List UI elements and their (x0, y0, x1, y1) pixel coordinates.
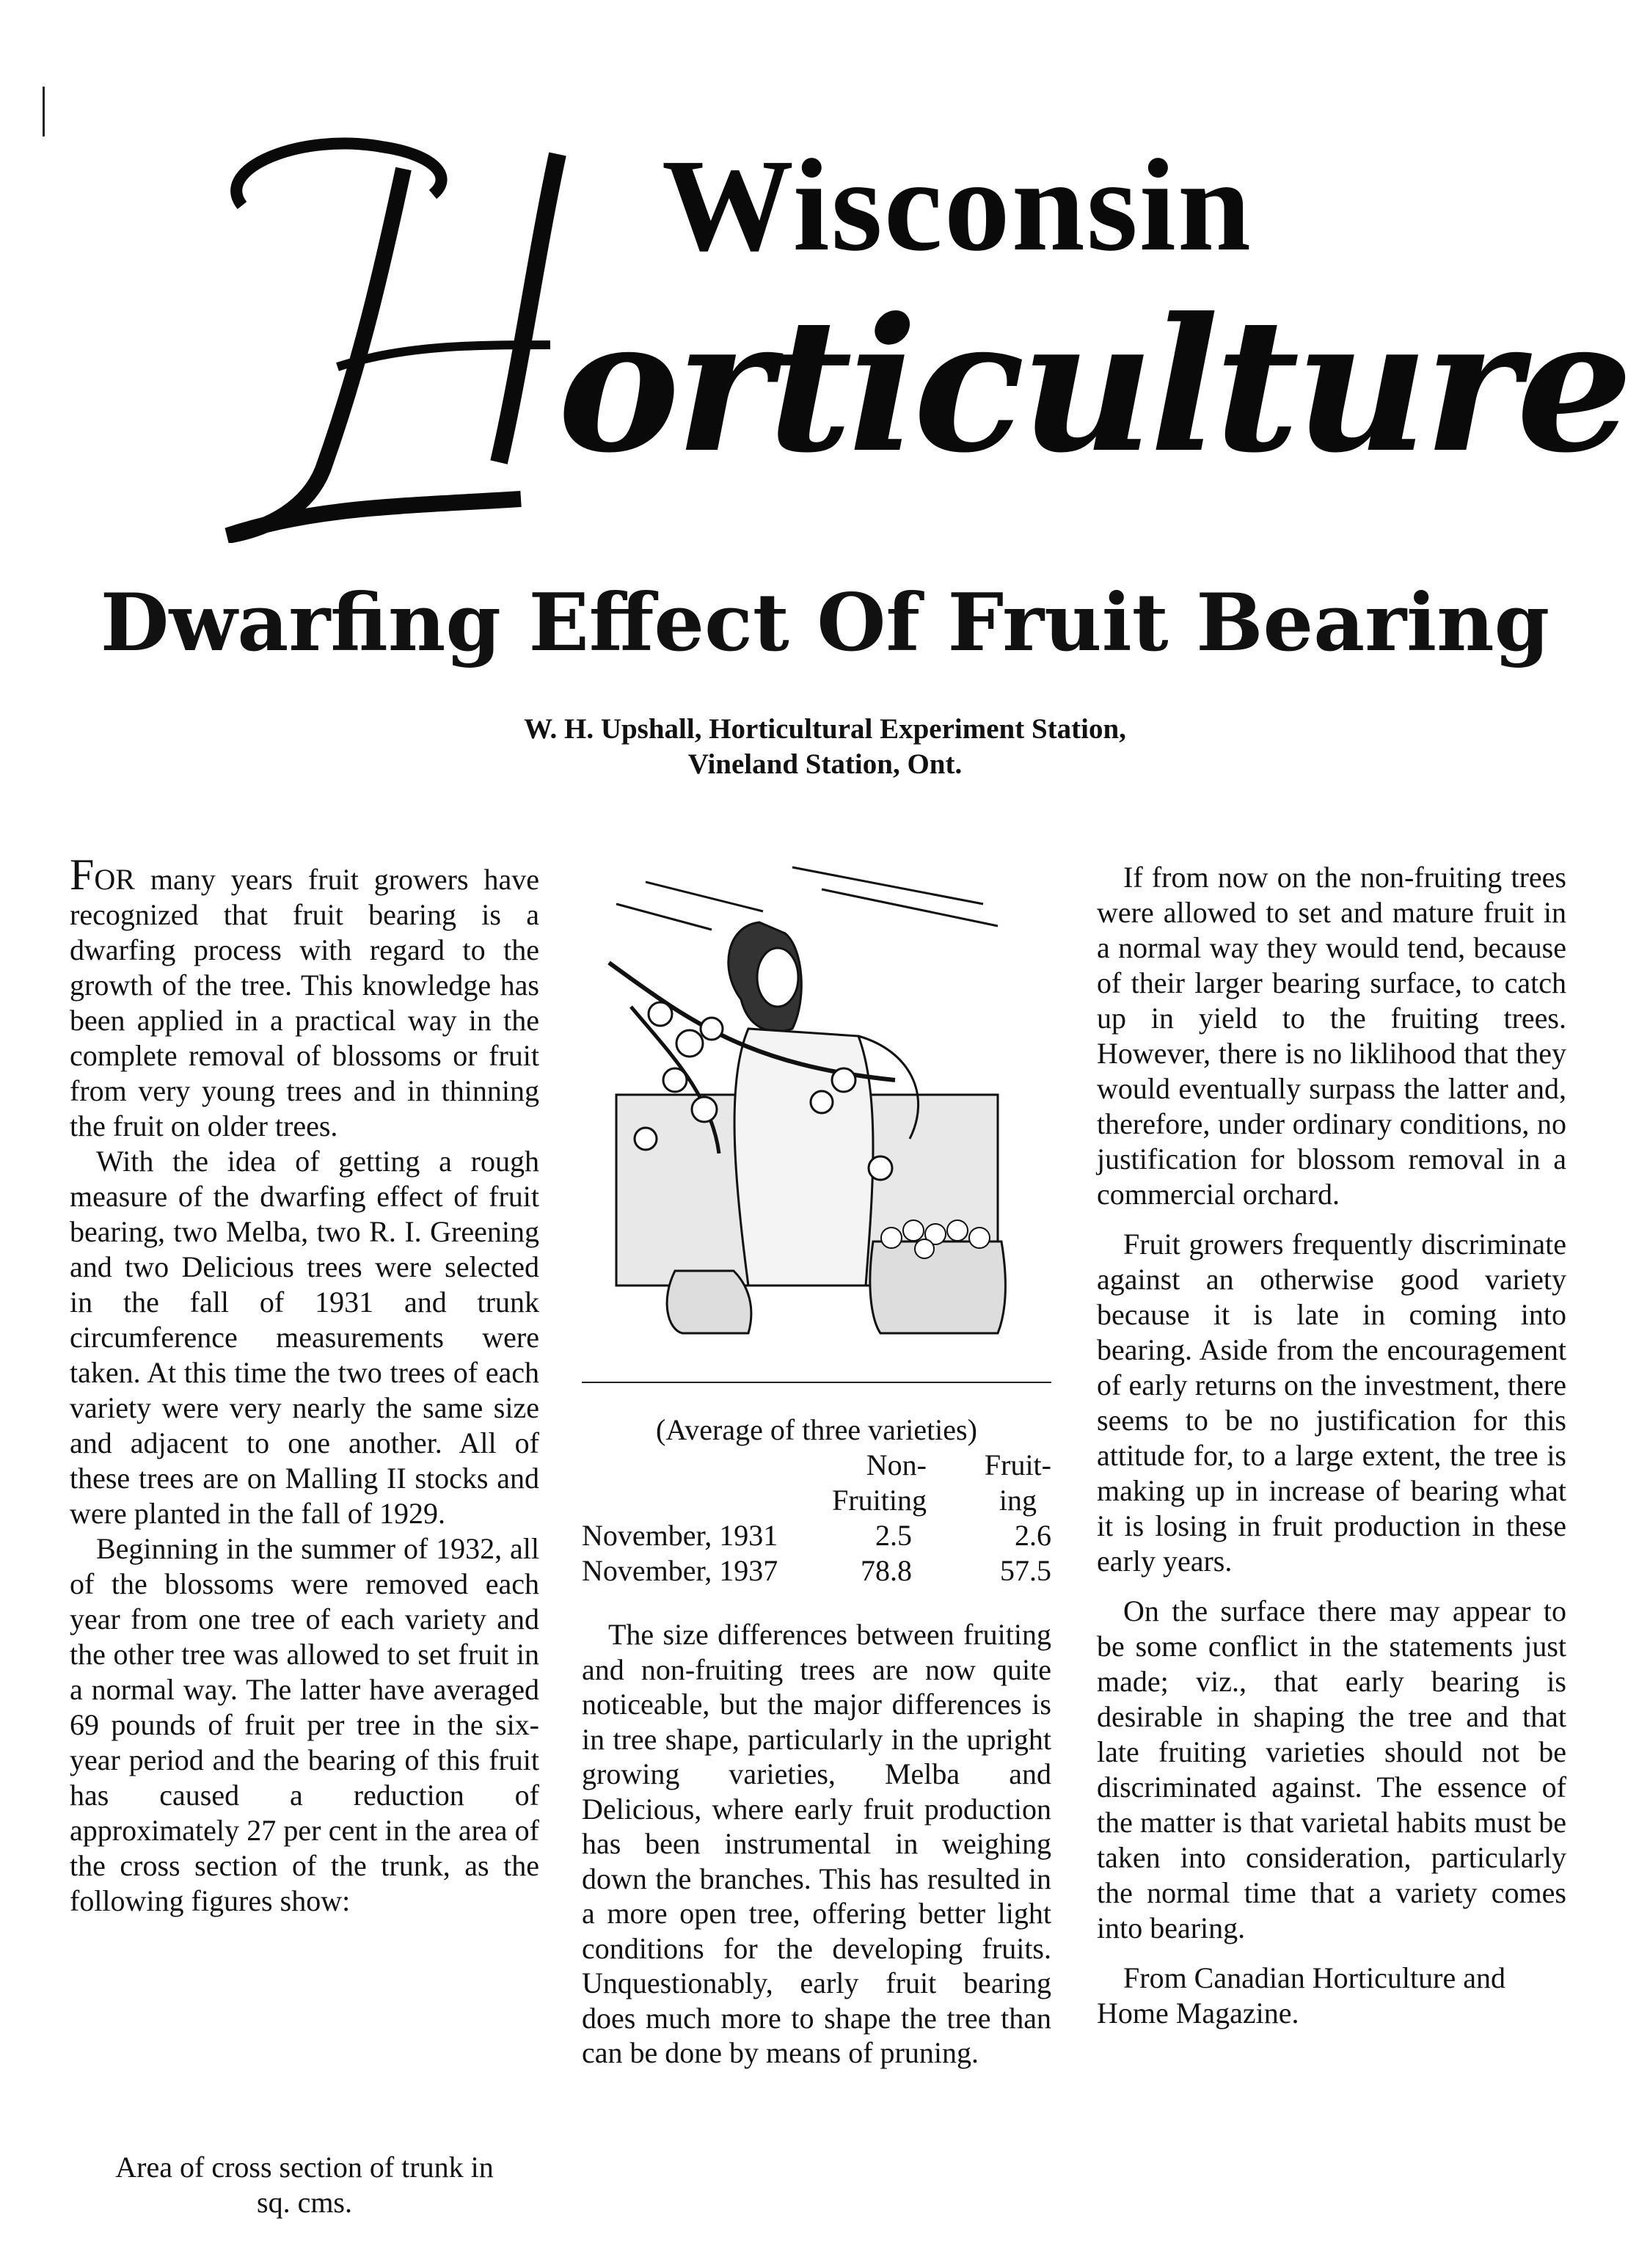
header-non-fruiting-2: Fruiting (832, 1484, 927, 1517)
header-non-fruiting-1: Non- (866, 1448, 927, 1481)
column-1 (70, 850, 539, 1919)
article-title: Dwarfing Effect Of Fruit Bearing (100, 577, 1550, 669)
row-label: November, 1937 (582, 1554, 778, 1587)
woman-picking-apples-illustration (602, 860, 1012, 1337)
table-title (70, 2150, 539, 2220)
table-title-line-2: sq. cms. (257, 2186, 352, 2219)
column-2 (582, 1617, 1051, 2071)
section-divider (582, 1382, 1051, 1383)
row-non-fruiting: 78.8 (861, 1554, 912, 1587)
masthead (213, 125, 1629, 543)
byline-location: Vineland Station, Ont. (687, 748, 963, 780)
table-caption: (Average of three varieties) (656, 1413, 977, 1446)
row-label: November, 1931 (582, 1519, 778, 1552)
col3-paragraph-2: Fruit growers frequently discriminate against an otherwise good variety because it is late in coming into bearing. Aside from the encouragement of early returns on the investment, there seems to be no justification for this attitude for, to a large extent, the tree is making up in increase of bearing what it is losing in fruit production in these early years. (1097, 1228, 1566, 1578)
table-header (582, 1448, 1051, 1518)
row-fruiting: 2.6 (1015, 1519, 1051, 1552)
column-3 (1097, 860, 1566, 2046)
margin-rule (43, 87, 45, 136)
masthead-wisconsin: Wisconsin (662, 132, 1252, 278)
source-credit: From Canadian Horticulture and Home Magazine. (1097, 1961, 1505, 2030)
header-fruiting-1: Fruit- (984, 1448, 1051, 1481)
drop-cap: F (70, 850, 95, 899)
table-title-line-1: Area of cross section of trunk in (115, 2151, 494, 2184)
col2-paragraph-1: The size differences between fruiting and non-fruiting trees are now quite noticeable, but the major differences is in tree shape, particularly in the upright growing varieties, Melba and Delicious, where early fruit production has been instrumental in weighing down the branches. This has resulted in a more open tree, offering better light conditions for the developing fruits. Unquestionably, early fruit bearing does much more to shape the tree than can be done by means of pruning. (582, 1618, 1051, 2069)
trunk-area-table (582, 1412, 1051, 1589)
col1-paragraph-3: Beginning in the summer of 1932, all of the blossoms were removed each year from one tree of each variety and the other tree was allowed to set fruit in a normal way. The latter have averaged 69 pounds of fruit per tree in the six-year period and the bearing of this fruit has caused a reduction of approximately 27 per cent in the area of the cross section of the trunk, as the following figures show: (70, 1532, 539, 1917)
byline (0, 712, 1650, 781)
byline-author: W. H. Upshall, Horticultural Experiment Station, (524, 713, 1126, 745)
row-non-fruiting: 2.5 (875, 1519, 912, 1552)
masthead-horticulture: orticulture (558, 277, 1629, 493)
col1-paragraph-1 (70, 850, 539, 1144)
col3-paragraph-3: On the surface there may appear to be some conflict in the statements just made; viz., that early bearing is desirable in shaping the tree and that late fruiting varieties should not be discriminated against. The essence of the matter is that varietal habits must be taken into consideration, particularly the normal time that a variety comes into bearing. (1097, 1594, 1566, 1944)
col3-paragraph-1: If from now on the non-fruiting trees were allowed to set and mature fruit in a normal way they would tend, because of their larger bearing surface, to catch up in yield to the fruiting trees. However, there is no liklihood that they would eventually surpass the latter and, therefore, under ordinary conditions, no justification for blossom removal in a commercial orchard. (1097, 861, 1566, 1211)
col1-paragraph-2: With the idea of getting a rough measure of the dwarfing effect of fruit bearing, two Melba, two R. I. Greening and two Delicious trees were selected in the fall of 1931 and trunk circumference measurements were taken. At this time the two trees of each variety were very nearly the same size and adjacent to one another. All of these trees are on Malling II stocks and were planted in the fall of 1929. (70, 1145, 539, 1530)
header-fruiting-2: ing (999, 1484, 1037, 1517)
table-row (582, 1518, 1051, 1553)
table-row (582, 1553, 1051, 1589)
col1-paragraph-1-text: OR many years fruit growers have recognized that fruit bearing is a dwarfing process with regard to the growth of the tree. This knowledge has been applied in a practical way in the complete removal of blossoms or fruit from very young trees and in thinning the fruit on older trees. (70, 863, 539, 1142)
row-fruiting: 57.5 (1000, 1554, 1051, 1587)
